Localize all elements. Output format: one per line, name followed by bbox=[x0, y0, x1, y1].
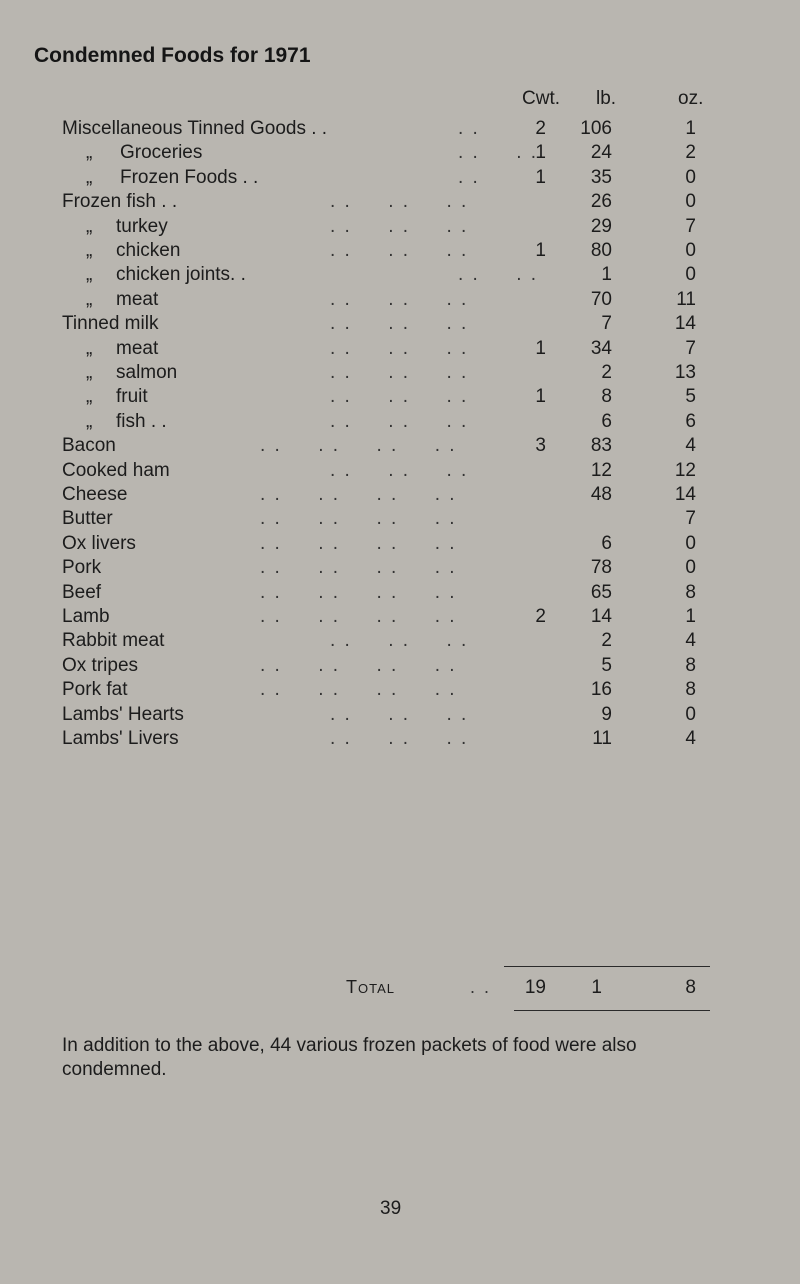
table-row bbox=[0, 362, 800, 388]
row-label: Butter bbox=[62, 508, 113, 529]
cell-oz: 12 bbox=[674, 460, 696, 481]
row-label: salmon bbox=[116, 362, 178, 383]
cell-lb: 106 bbox=[580, 118, 612, 139]
cell-oz: 7 bbox=[685, 338, 696, 359]
table-row bbox=[0, 411, 800, 437]
row-label: Rabbit meat bbox=[62, 630, 165, 651]
table-row bbox=[0, 264, 800, 290]
table-row bbox=[0, 655, 800, 681]
row-label: Pork fat bbox=[62, 679, 128, 700]
cell-lb: 2 bbox=[601, 362, 612, 383]
row-label: Miscellaneous Tinned Goods . . bbox=[62, 118, 328, 139]
cell-oz: 8 bbox=[685, 655, 696, 676]
cell-lb: 78 bbox=[590, 557, 612, 578]
leader-dots: . . . . . . . . bbox=[260, 484, 457, 505]
page-number: 39 bbox=[380, 1198, 402, 1219]
table-row bbox=[0, 386, 800, 412]
cell-lb: 34 bbox=[590, 338, 612, 359]
row-label: chicken joints. . bbox=[116, 264, 246, 285]
leader-dots: . . . . . . . . bbox=[260, 606, 457, 627]
leader-dots: . . . . . . bbox=[330, 313, 469, 334]
row-label: Ox tripes bbox=[62, 655, 139, 676]
row-label: Lambs' Livers bbox=[62, 728, 179, 749]
table-row bbox=[0, 118, 800, 144]
row-label: Ox livers bbox=[62, 533, 136, 554]
cell-lb: 70 bbox=[590, 289, 612, 310]
ditto-mark: „ bbox=[86, 167, 93, 188]
cell-oz: 0 bbox=[685, 167, 696, 188]
row-label: Pork bbox=[62, 557, 102, 578]
cell-cwt: 1 bbox=[535, 338, 546, 359]
ditto-mark: „ bbox=[86, 411, 93, 432]
table-row bbox=[0, 435, 800, 461]
cell-cwt: 1 bbox=[535, 167, 546, 188]
footnote: In addition to the above, 44 various frozen packets of food were also condemned. bbox=[62, 1035, 637, 1080]
cell-cwt: 3 bbox=[535, 435, 546, 456]
table-row bbox=[0, 533, 800, 559]
ditto-mark: „ bbox=[86, 264, 93, 285]
row-label: turkey bbox=[116, 216, 168, 237]
cell-cwt: 2 bbox=[535, 118, 546, 139]
row-label: chicken bbox=[116, 240, 181, 261]
ditto-mark: „ bbox=[86, 240, 93, 261]
ditto-mark: „ bbox=[86, 338, 93, 359]
total-dots: . . bbox=[470, 977, 492, 997]
cell-lb: 12 bbox=[590, 460, 612, 481]
table-row bbox=[0, 460, 800, 486]
leader-dots: . . . . . . . . bbox=[260, 508, 457, 529]
table-row bbox=[0, 240, 800, 266]
row-label: Lambs' Hearts bbox=[62, 704, 184, 725]
cell-cwt: 1 bbox=[535, 386, 546, 407]
table-row bbox=[0, 142, 800, 168]
row-label: Frozen Foods . . bbox=[120, 167, 259, 188]
ditto-mark: „ bbox=[86, 216, 93, 237]
cell-lb: 16 bbox=[590, 679, 612, 700]
row-label: Cheese bbox=[62, 484, 128, 505]
header-lb: lb. bbox=[596, 88, 617, 109]
cell-lb: 48 bbox=[590, 484, 612, 505]
leader-dots: . . . . . . . . bbox=[260, 557, 457, 578]
table-row bbox=[0, 191, 800, 217]
cell-oz: 8 bbox=[685, 679, 696, 700]
cell-lb: 83 bbox=[590, 435, 612, 456]
cell-lb: 26 bbox=[590, 191, 612, 212]
ditto-mark: „ bbox=[86, 362, 93, 383]
cell-lb: 8 bbox=[601, 386, 612, 407]
cell-lb: 2 bbox=[601, 630, 612, 651]
cell-lb: 14 bbox=[590, 606, 612, 627]
cell-oz: 1 bbox=[685, 606, 696, 627]
cell-lb: 65 bbox=[590, 582, 612, 603]
total-label: Total bbox=[346, 977, 395, 997]
table-row bbox=[0, 704, 800, 730]
total-oz: 8 bbox=[685, 977, 696, 998]
table-row bbox=[0, 679, 800, 705]
cell-oz: 0 bbox=[685, 264, 696, 285]
leader-dots: . . . . . . bbox=[330, 386, 469, 407]
row-label: Groceries bbox=[120, 142, 203, 163]
cell-oz: 13 bbox=[674, 362, 696, 383]
table-row bbox=[0, 338, 800, 364]
row-label: Lamb bbox=[62, 606, 110, 627]
leader-dots: . . . . . . . . bbox=[260, 582, 457, 603]
cell-lb: 1 bbox=[601, 264, 612, 285]
table-row bbox=[0, 606, 800, 632]
ditto-mark: „ bbox=[86, 289, 93, 310]
table-row bbox=[0, 216, 800, 242]
leader-dots: . . . . . . bbox=[330, 411, 469, 432]
cell-lb: 6 bbox=[601, 533, 612, 554]
table-row bbox=[0, 630, 800, 656]
row-label: fish . . bbox=[116, 411, 167, 432]
total-cwt: 19 bbox=[524, 977, 546, 998]
cell-cwt: 1 bbox=[535, 142, 546, 163]
cell-lb: 80 bbox=[590, 240, 612, 261]
cell-oz: 14 bbox=[674, 313, 696, 334]
row-label: Cooked ham bbox=[62, 460, 170, 481]
cell-oz: 4 bbox=[685, 435, 696, 456]
cell-oz: 11 bbox=[676, 289, 696, 310]
cell-oz: 0 bbox=[685, 191, 696, 212]
leader-dots: . . . . . . bbox=[330, 240, 469, 261]
cell-lb: 24 bbox=[590, 142, 612, 163]
leader-dots: . . . . . . . . bbox=[260, 435, 457, 456]
table-row bbox=[0, 289, 800, 315]
cell-oz: 0 bbox=[685, 704, 696, 725]
cell-oz: 4 bbox=[685, 728, 696, 749]
table-row bbox=[0, 582, 800, 608]
leader-dots: . . . . . . bbox=[330, 216, 469, 237]
leader-dots: . . . . . . bbox=[330, 460, 469, 481]
cell-lb: 29 bbox=[590, 216, 612, 237]
cell-oz: 1 bbox=[685, 118, 696, 139]
leader-dots: . . . . . . bbox=[330, 630, 469, 651]
header-cwt: Cwt. bbox=[522, 88, 560, 109]
total-lb: 1 bbox=[591, 977, 602, 998]
cell-oz: 2 bbox=[685, 142, 696, 163]
row-label: Tinned milk bbox=[62, 313, 159, 334]
cell-oz: 5 bbox=[685, 386, 696, 407]
leader-dots: . . . . . . bbox=[330, 362, 469, 383]
header-oz: oz. bbox=[678, 88, 704, 109]
leader-dots: . . . . . . . . bbox=[260, 533, 457, 554]
cell-oz: 0 bbox=[685, 240, 696, 261]
cell-oz: 4 bbox=[685, 630, 696, 651]
leader-dots: . . . . bbox=[458, 142, 539, 163]
row-label: Bacon bbox=[62, 435, 116, 456]
cell-lb: 11 bbox=[592, 728, 612, 749]
cell-oz: 0 bbox=[685, 557, 696, 578]
leader-dots: . . . . . . bbox=[330, 191, 469, 212]
cell-lb: 35 bbox=[590, 167, 612, 188]
table-row bbox=[0, 508, 800, 534]
row-label: meat bbox=[116, 338, 159, 359]
leader-dots: . . bbox=[458, 167, 480, 188]
row-label: Beef bbox=[62, 582, 102, 603]
table-row bbox=[0, 728, 800, 754]
cell-lb: 5 bbox=[601, 655, 612, 676]
leader-dots: . . bbox=[458, 118, 480, 139]
total-bottom-rule bbox=[514, 1010, 710, 1011]
cell-oz: 14 bbox=[674, 484, 696, 505]
row-label: meat bbox=[116, 289, 159, 310]
leader-dots: . . . . . . bbox=[330, 289, 469, 310]
cell-lb: 7 bbox=[601, 313, 612, 334]
cell-oz: 8 bbox=[685, 582, 696, 603]
table-row bbox=[0, 313, 800, 339]
total-top-rule bbox=[504, 966, 710, 967]
table-row bbox=[0, 167, 800, 193]
cell-lb: 9 bbox=[601, 704, 612, 725]
leader-dots: . . . . . . . . bbox=[260, 655, 457, 676]
cell-oz: 6 bbox=[685, 411, 696, 432]
table-row bbox=[0, 557, 800, 583]
leader-dots: . . . . bbox=[458, 264, 539, 285]
ditto-mark: „ bbox=[86, 142, 93, 163]
cell-oz: 0 bbox=[685, 533, 696, 554]
ditto-mark: „ bbox=[86, 386, 93, 407]
cell-oz: 7 bbox=[685, 508, 696, 529]
cell-cwt: 1 bbox=[535, 240, 546, 261]
leader-dots: . . . . . . bbox=[330, 338, 469, 359]
table-row bbox=[0, 484, 800, 510]
cell-lb: 6 bbox=[601, 411, 612, 432]
total-row bbox=[0, 977, 800, 1003]
leader-dots: . . . . . . bbox=[330, 704, 469, 725]
leader-dots: . . . . . . . . bbox=[260, 679, 457, 700]
cell-cwt: 2 bbox=[535, 606, 546, 627]
row-label: fruit bbox=[116, 386, 148, 407]
page-title: Condemned Foods for 1971 bbox=[34, 44, 311, 67]
leader-dots: . . . . . . bbox=[330, 728, 469, 749]
row-label: Frozen fish . . bbox=[62, 191, 178, 212]
cell-oz: 7 bbox=[685, 216, 696, 237]
